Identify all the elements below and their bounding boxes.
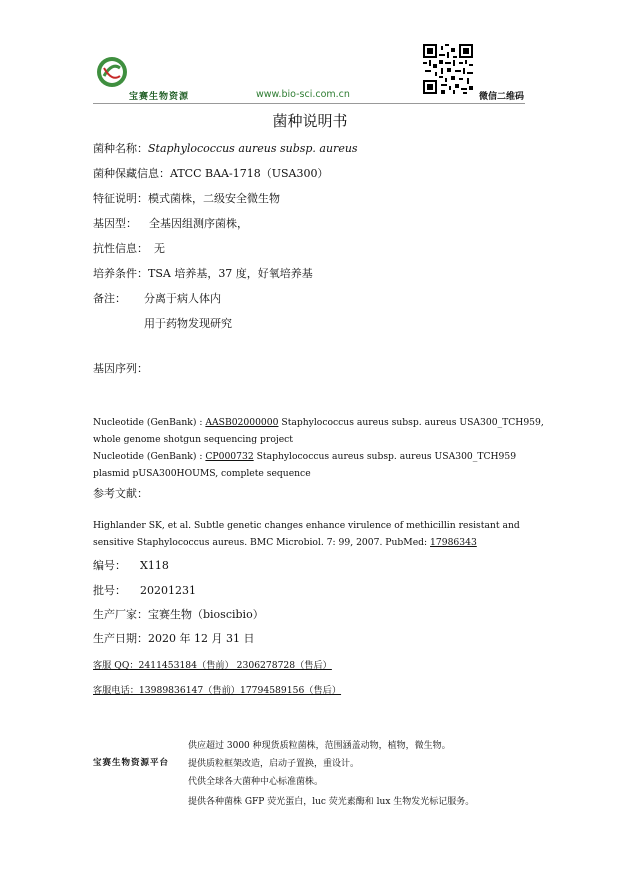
feature-label: 特征说明： [93, 192, 148, 205]
references-label: 参考文献： [93, 487, 148, 500]
nucleotide-2-line-1 [93, 451, 516, 462]
date-row [93, 630, 254, 646]
date-value: 2020 年 12 月 31 日 [148, 632, 255, 645]
culture-label: 培养条件： [93, 267, 148, 280]
feature-row [93, 190, 280, 206]
service-qq: 客服 QQ：2411453184（售前） 2306278728（售后） [93, 660, 332, 671]
note-line-1: 分离于病人体内 [144, 292, 221, 305]
note-row [93, 290, 221, 306]
culture-row [93, 265, 313, 281]
reference-line-1: Highlander SK, et al. Subtle genetic changes enhance virulence of methicillin resistant and [93, 520, 520, 531]
reference-citation: sensitive Staphylococcus aureus. BMC Microbiol. 7: 99, 2007. PubMed: [93, 537, 431, 548]
nucleotide-1-line-1 [93, 417, 544, 428]
pubmed-link[interactable]: 17986343 [430, 537, 477, 548]
reference-line-2 [93, 537, 477, 548]
strain-name-value: Staphylococcus aureus subsp. aureus [148, 142, 358, 155]
maker-row [93, 606, 264, 622]
company-logo [96, 56, 128, 88]
nucleotide-1-line-2: whole genome shotgun sequencing project [93, 434, 293, 445]
website-url[interactable]: www.bio-sci.com.cn [256, 89, 350, 100]
number-value: X118 [140, 559, 169, 572]
offer-item: 代供全球各大菌种中心标准菌株。 [188, 777, 324, 787]
nucleotide-2-line-2: plasmid pUSA300HOUMS, complete sequence [93, 468, 311, 479]
batch-value: 20201231 [140, 584, 196, 597]
collection-value: ATCC BAA-1718（USA300） [170, 167, 329, 180]
brand-name: 宝赛生物资源 [129, 92, 190, 102]
number-label: 编号： [93, 559, 126, 572]
strain-name-label: 菌种名称： [93, 142, 148, 155]
genotype-value: 全基因组测序菌株， [149, 217, 248, 230]
offer-item: 提供各种菌株 GFP 荧光蛋白，luc 荧光素酶和 lux 生物发光标记服务。 [188, 797, 475, 807]
number-row [93, 557, 169, 573]
qr-caption: 微信二维码 [479, 92, 525, 102]
collection-row [93, 165, 328, 181]
page-title: 菌种说明书 [272, 112, 348, 130]
nucleotide-1-description: Staphylococcus aureus subsp. aureus USA300_TCH959, [278, 417, 544, 428]
maker-value: 宝赛生物（bioscibio） [148, 608, 264, 621]
nucleotide-1-accession-link[interactable]: AASB02000000 [205, 417, 279, 428]
maker-label: 生产厂家： [93, 608, 148, 621]
offer-item: 供应超过 3000 种现货质粒菌株，范围涵盖动物，植物，微生物。 [188, 741, 451, 751]
header-divider [93, 103, 525, 104]
collection-label: 菌种保藏信息： [93, 167, 170, 180]
feature-value: 模式菌株，二级安全微生物 [148, 192, 280, 205]
culture-value: TSA 培养基，37 度，好氧培养基 [148, 267, 313, 280]
note-line-2: 用于药物发现研究 [144, 317, 232, 330]
genotype-label: 基因型： [93, 217, 137, 230]
sequence-label: 基因序列： [93, 362, 148, 375]
resistance-value: 无 [154, 242, 165, 255]
qr-code-icon [423, 44, 473, 94]
batch-row [93, 582, 196, 598]
note-label: 备注： [93, 292, 126, 305]
date-label: 生产日期： [93, 632, 148, 645]
genotype-row [93, 215, 248, 231]
nucleotide-2-description: Staphylococcus aureus subsp. aureus USA300_TCH959 [253, 451, 517, 462]
offer-item: 提供质粒框架改造，启动子置换，重设计。 [188, 759, 360, 769]
resistance-label: 抗性信息： [93, 242, 148, 255]
batch-label: 批号： [93, 584, 126, 597]
resistance-row [93, 240, 165, 256]
nucleotide-2-prefix: Nucleotide (GenBank) : [93, 451, 206, 462]
nucleotide-2-accession-link[interactable]: CP000732 [205, 451, 254, 462]
strain-name-row [93, 140, 358, 156]
nucleotide-1-prefix: Nucleotide (GenBank) : [93, 417, 206, 428]
service-phone: 客服电话：13989836147（售前）17794589156（售后） [93, 685, 342, 696]
footer-brand: 宝赛生物资源平台 [93, 758, 170, 768]
